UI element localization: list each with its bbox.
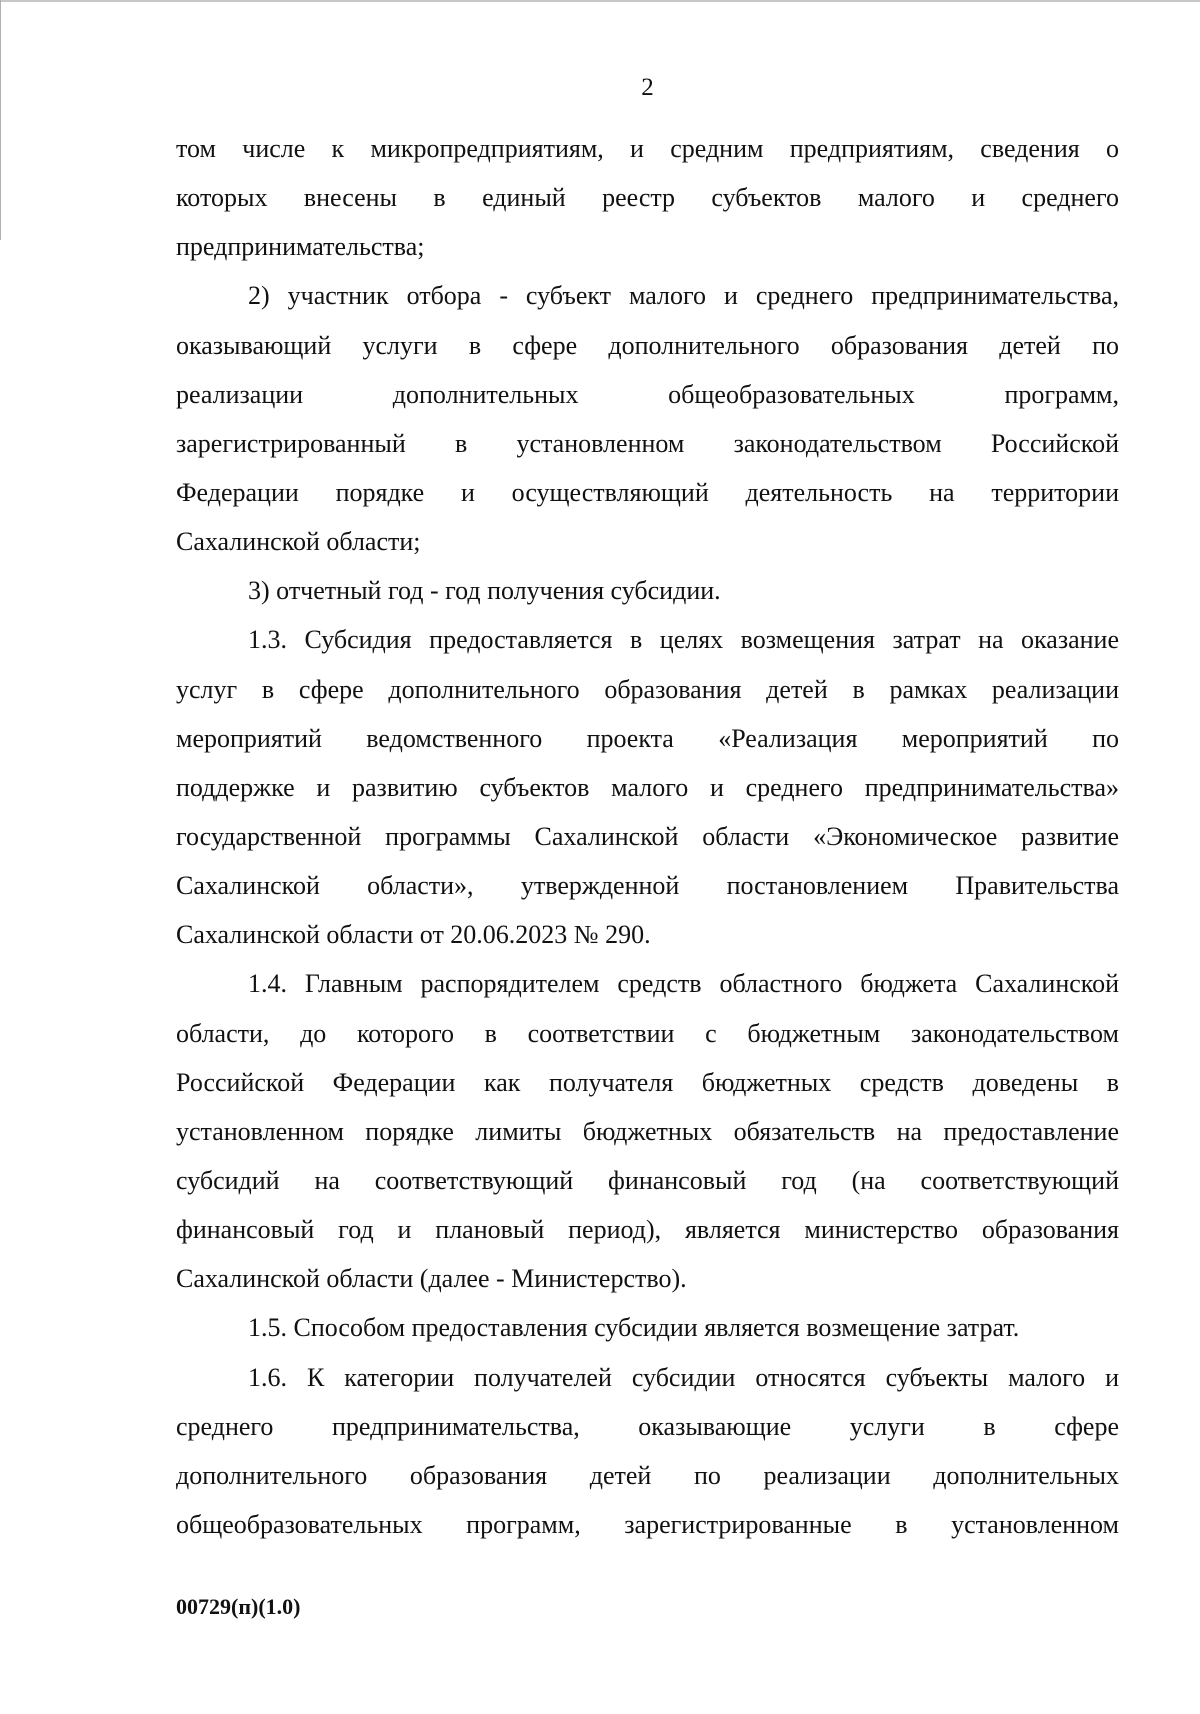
text-line: Сахалинской области; [176, 527, 421, 557]
text-line: области, до которого в соответствии с бюджетным законодательством [176, 1018, 1119, 1048]
text-line: 2) участник отбора - субъект малого и среднего предпринимательства, [248, 281, 1119, 311]
text-line: Сахалинской области», утвержденной постановлением Правительства [176, 871, 1119, 901]
text-line: Сахалинской области от 20.06.2023 № 290. [176, 920, 651, 950]
text-line: Федерации порядке и осуществляющий деятельность на территории [176, 477, 1119, 507]
text-line: мероприятий ведомственного проекта «Реализация мероприятий по [176, 723, 1119, 753]
text-line: 3) отчетный год - год получения субсидии. [248, 576, 721, 606]
text-line: Российской Федерации как получателя бюджетных средств доведены в [176, 1067, 1119, 1097]
text-line: зарегистрированный в установленном законодательством Российской [176, 428, 1119, 458]
text-line: 1.5. Способом предоставления субсидии является возмещение затрат. [248, 1313, 1020, 1343]
text-line: 1.6. К категории получателей субсидии относятся субъекты малого и [248, 1362, 1119, 1392]
text-line: реализации дополнительных общеобразовательных программ, [176, 379, 1119, 409]
text-line: общеобразовательных программ, зарегистрированные в установленном [176, 1509, 1119, 1539]
scan-edge-top [0, 0, 1200, 6]
text-line: Сахалинской области (далее - Министерство). [176, 1264, 687, 1294]
text-line: поддержке и развитию субъектов малого и среднего предпринимательства» [176, 772, 1119, 802]
text-line: услуг в сфере дополнительного образования детей в рамках реализации [176, 674, 1119, 704]
text-line: государственной программы Сахалинской области «Экономическое развитие [176, 821, 1119, 851]
text-line: установленном порядке лимиты бюджетных обязательств на предоставление [176, 1116, 1119, 1146]
text-line: 1.3. Субсидия предоставляется в целях возмещения затрат на оказание [248, 625, 1119, 655]
document-code: 00729(п)(1.0) [176, 1594, 301, 1619]
text-line: предпринимательства; [176, 232, 425, 262]
text-line: дополнительного образования детей по реализации дополнительных [176, 1460, 1119, 1490]
text-line: среднего предпринимательства, оказывающие услуги в сфере [176, 1411, 1119, 1441]
text-line: том числе к микропредприятиям, и средним предприятиям, сведения о [176, 134, 1119, 163]
page-number: 2 [641, 74, 654, 101]
text-line: субсидий на соответствующий финансовый год (на соответствующий [176, 1165, 1119, 1195]
scan-edge-left [0, 0, 4, 240]
text-line: 1.4. Главным распорядителем средств областного бюджета Сахалинской [248, 969, 1119, 999]
document-body [176, 124, 1119, 1549]
text-line: оказывающий услуги в сфере дополнительного образования детей по [176, 330, 1119, 360]
text-line: которых внесены в единый реестр субъектов малого и среднего [176, 183, 1119, 213]
text-line: финансовый год и плановый период), является министерство образования [176, 1215, 1119, 1245]
